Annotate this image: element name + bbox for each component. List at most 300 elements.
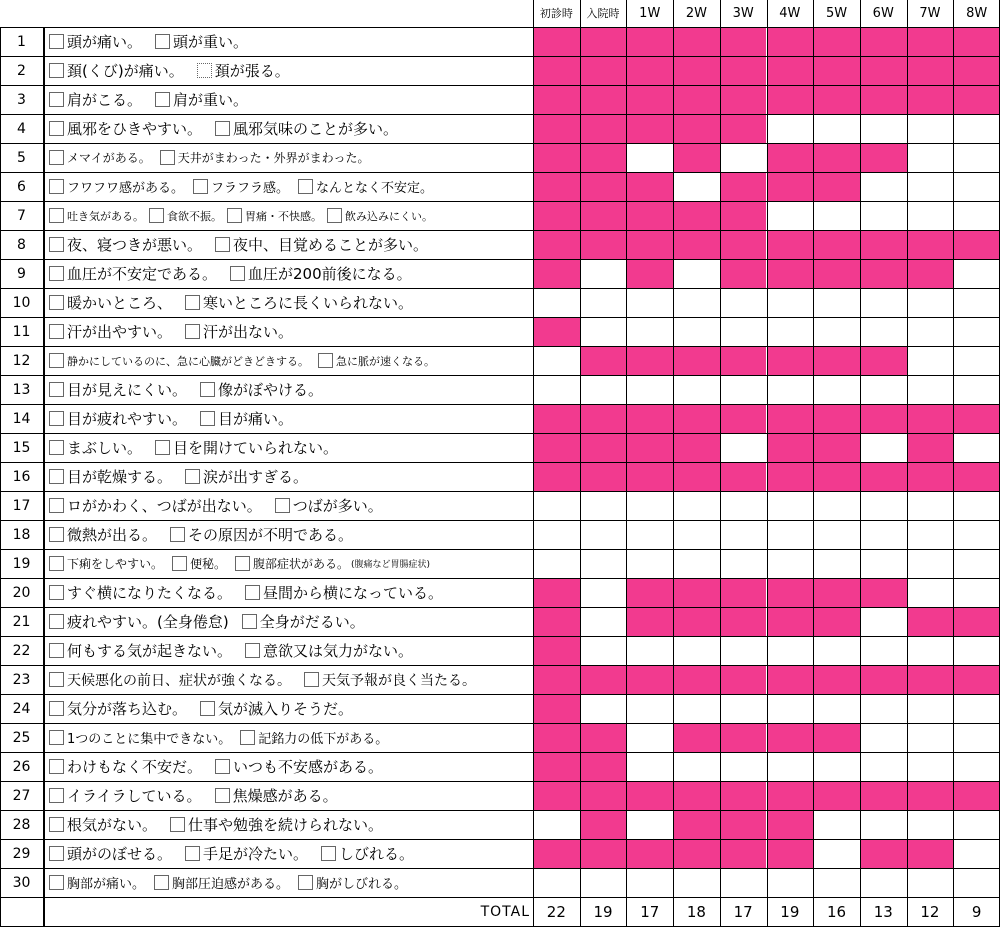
symptom-mark-cell	[580, 143, 627, 172]
symptom-option	[226, 208, 322, 224]
symptom-mark-cell	[626, 665, 673, 694]
symptom-checkbox[interactable]	[49, 382, 64, 397]
symptom-option	[320, 843, 414, 864]
symptom-option	[154, 31, 248, 52]
symptom-mark-cell	[813, 665, 860, 694]
symptom-mark-cell	[767, 665, 814, 694]
symptom-checkbox[interactable]	[49, 208, 64, 223]
symptom-checkbox[interactable]	[49, 817, 64, 832]
symptom-mark-cell	[720, 346, 767, 375]
symptom-checkbox[interactable]	[215, 759, 230, 774]
symptom-option	[234, 555, 349, 572]
symptom-checkbox[interactable]	[215, 237, 230, 252]
symptom-label: 記銘力の低下がある。	[258, 732, 389, 747]
symptom-mark-cell	[580, 433, 627, 462]
symptom-mark-cell	[813, 56, 860, 85]
grid-row-line	[0, 143, 1000, 144]
symptom-text-cell	[44, 810, 533, 839]
row-number: 26	[0, 752, 44, 781]
grid-column-line	[767, 0, 768, 926]
symptom-mark-cell	[813, 27, 860, 56]
column-header: 6W	[872, 5, 894, 21]
symptom-option	[48, 292, 172, 313]
symptom-mark-cell	[626, 433, 673, 462]
symptom-label: ロがかわく、つばが出ない。	[67, 497, 262, 515]
grid-row-line	[0, 288, 1000, 289]
symptom-checkbox[interactable]	[327, 208, 342, 223]
symptom-label: 1つのことに集中できない。	[67, 732, 232, 747]
symptom-mark-cell	[720, 85, 767, 114]
symptom-label: フワフワ感がある。	[67, 181, 185, 196]
symptom-mark-cell	[813, 404, 860, 433]
grid-row-line	[0, 346, 1000, 347]
grid-row-line	[0, 433, 1000, 434]
symptom-checkbox[interactable]	[155, 34, 170, 49]
symptom-mark-cell	[860, 230, 907, 259]
symptom-checkbox[interactable]	[298, 179, 313, 194]
column-header: 3W	[732, 5, 754, 21]
symptom-checkbox[interactable]	[49, 34, 64, 49]
symptom-checkbox[interactable]	[49, 324, 64, 339]
row-number: 10	[0, 288, 44, 317]
symptom-text-cell	[44, 317, 533, 346]
symptom-checkbox[interactable]	[49, 730, 64, 745]
symptom-label: つばが多い。	[292, 497, 383, 515]
symptom-label: まぶしい。	[67, 439, 143, 457]
total-value: 17	[640, 902, 660, 921]
symptom-label: 頚(くび)が痛い。	[67, 62, 184, 80]
symptom-checkbox[interactable]	[49, 237, 64, 252]
symptom-text-cell	[44, 781, 533, 810]
symptom-label: 気分が落ち込む。	[67, 700, 188, 718]
symptom-mark-cell	[533, 636, 580, 665]
grid-row-line	[0, 752, 1000, 753]
symptom-mark-cell	[626, 781, 673, 810]
symptom-mark-cell	[673, 27, 720, 56]
symptom-mark-cell	[533, 665, 580, 694]
symptom-mark-cell	[860, 346, 907, 375]
column-header: 入院時	[586, 7, 620, 20]
symptom-option	[244, 640, 413, 661]
symptom-checkbox[interactable]	[49, 469, 64, 484]
symptom-checkbox[interactable]	[155, 440, 170, 455]
symptom-text-cell	[44, 665, 533, 694]
symptom-mark-cell	[720, 781, 767, 810]
row-number: 21	[0, 607, 44, 636]
symptom-option	[154, 437, 338, 458]
symptom-mark-cell	[767, 781, 814, 810]
symptom-label: 肩がこる。	[67, 91, 143, 109]
symptom-option	[48, 555, 163, 572]
column-header: 8W	[966, 5, 988, 21]
symptom-checkbox[interactable]	[160, 150, 175, 165]
symptom-checkbox[interactable]	[49, 672, 64, 687]
symptom-mark-cell	[533, 462, 580, 491]
symptom-mark-cell	[673, 578, 720, 607]
symptom-label: 天候悪化の前日、症状が強くなる。	[67, 672, 291, 689]
row-number: 20	[0, 578, 44, 607]
symptom-option	[48, 873, 145, 892]
symptom-text-cell	[44, 839, 533, 868]
grid-column-line	[44, 27, 45, 926]
symptom-checkbox[interactable]	[170, 527, 185, 542]
symptom-checkbox[interactable]	[49, 63, 64, 78]
row-number: 11	[0, 317, 44, 346]
symptom-checkbox[interactable]	[154, 875, 169, 890]
row-number: 27	[0, 781, 44, 810]
grid-row-line	[0, 56, 1000, 57]
grid-row-line	[0, 462, 1000, 463]
symptom-checkbox[interactable]	[49, 411, 64, 426]
symptom-mark-cell	[860, 781, 907, 810]
symptom-checkbox[interactable]	[49, 295, 64, 310]
symptom-label: 胸部が痛い。	[67, 877, 146, 892]
symptom-mark-cell	[580, 781, 627, 810]
symptom-label: 昼間から横になっている。	[263, 584, 444, 602]
symptom-checkbox[interactable]	[149, 208, 164, 223]
grid-row-line	[0, 259, 1000, 260]
grid-row-line	[0, 491, 1000, 492]
symptom-label: 仕事や勉強を続けられない。	[188, 816, 384, 834]
column-header: 4W	[779, 5, 801, 21]
symptom-mark-cell	[767, 810, 814, 839]
total-value: 19	[780, 902, 800, 921]
symptom-checkbox[interactable]	[200, 382, 215, 397]
row-number: 7	[0, 201, 44, 230]
symptom-checkbox[interactable]	[245, 585, 260, 600]
grid-row-line	[0, 404, 1000, 405]
symptom-mark-cell	[907, 56, 954, 85]
symptom-mark-cell	[626, 201, 673, 230]
symptom-checkbox[interactable]	[193, 179, 208, 194]
grid-row-line	[0, 868, 1000, 869]
symptom-checkbox[interactable]	[49, 585, 64, 600]
symptom-text-cell	[44, 752, 533, 781]
symptom-mark-cell	[533, 172, 580, 201]
column-header: 5W	[825, 5, 848, 21]
symptom-checkbox[interactable]	[49, 788, 64, 803]
symptom-mark-cell	[673, 607, 720, 636]
symptom-checkbox[interactable]	[49, 556, 64, 571]
symptom-mark-cell	[860, 143, 907, 172]
symptom-label: 血圧が不安定である。	[67, 265, 218, 283]
symptom-checkbox[interactable]	[197, 63, 212, 78]
row-number: 14	[0, 404, 44, 433]
symptom-mark-cell	[673, 346, 720, 375]
row-number: 1	[0, 27, 44, 56]
symptom-mark-cell	[720, 578, 767, 607]
total-value: 9	[971, 902, 982, 921]
row-number: 13	[0, 375, 44, 404]
symptom-mark-cell	[673, 201, 720, 230]
symptom-label: イライラしている。	[67, 787, 202, 805]
total-value: 19	[593, 902, 613, 921]
symptom-checkbox[interactable]	[155, 92, 170, 107]
symptom-option	[48, 408, 187, 429]
grid-column-line	[720, 0, 721, 926]
total-value: 13	[873, 902, 893, 921]
symptom-checkbox[interactable]	[235, 556, 250, 571]
row-number: 5	[0, 143, 44, 172]
symptom-checkbox[interactable]	[49, 266, 64, 281]
symptom-option	[154, 89, 248, 110]
symptom-mark-cell	[767, 839, 814, 868]
symptom-checkbox[interactable]	[185, 469, 200, 484]
symptom-checkbox[interactable]	[200, 411, 215, 426]
row-number: 6	[0, 172, 44, 201]
symptom-label: 目が疲れやすい。	[67, 410, 188, 428]
symptom-label: 天気予報が良く当たる。	[322, 672, 476, 689]
symptom-checkbox[interactable]	[49, 614, 64, 629]
symptom-label: 暖かいところ、	[67, 294, 173, 312]
symptom-checkbox[interactable]	[275, 498, 290, 513]
symptom-mark-cell	[580, 810, 627, 839]
row-number: 9	[0, 259, 44, 288]
symptom-mark-cell	[813, 172, 860, 201]
symptom-label: 涙が出すぎる。	[203, 468, 309, 486]
symptom-checkbox[interactable]	[49, 759, 64, 774]
row-number: 12	[0, 346, 44, 375]
grid-column-line	[580, 0, 581, 926]
symptom-text-cell	[44, 694, 533, 723]
symptom-option	[184, 292, 413, 313]
symptom-mark-cell	[813, 723, 860, 752]
symptom-checkbox[interactable]	[304, 672, 319, 687]
symptom-label: すぐ横になりたくなる。	[67, 584, 233, 602]
symptom-mark-cell	[720, 810, 767, 839]
symptom-checkbox[interactable]	[245, 643, 260, 658]
grid-row-line	[0, 27, 1000, 28]
symptom-option	[303, 670, 476, 690]
symptom-mark-cell	[533, 781, 580, 810]
symptom-checkbox[interactable]	[49, 353, 64, 368]
symptom-mark-cell	[907, 607, 954, 636]
symptom-mark-cell	[953, 404, 1000, 433]
symptom-mark-cell	[626, 230, 673, 259]
symptom-mark-cell	[580, 56, 627, 85]
symptom-label: 目を開けていられない。	[173, 439, 339, 457]
symptom-checkbox[interactable]	[185, 846, 200, 861]
grid-column-line	[0, 27, 1, 926]
symptom-mark-cell	[953, 665, 1000, 694]
row-number: 22	[0, 636, 44, 665]
symptom-mark-cell	[580, 230, 627, 259]
symptom-checkbox[interactable]	[172, 556, 187, 571]
symptom-label: なんとなく不安定。	[316, 181, 434, 196]
symptom-mark-cell	[533, 85, 580, 114]
symptom-option	[48, 263, 217, 284]
symptom-mark-cell	[907, 259, 954, 288]
symptom-mark-cell	[860, 85, 907, 114]
row-number: 18	[0, 520, 44, 549]
symptom-label: 目が見えにくい。	[67, 381, 188, 399]
symptom-label: 意欲又は気力がない。	[263, 642, 414, 660]
symptom-checkbox[interactable]	[240, 730, 255, 745]
symptom-label: 吐き気がある。	[67, 209, 144, 223]
symptom-mark-cell	[860, 404, 907, 433]
symptom-label: 風邪気味のことが多い。	[233, 120, 399, 138]
symptom-mark-cell	[673, 404, 720, 433]
symptom-mark-cell	[813, 259, 860, 288]
grid-row-line	[0, 897, 1000, 898]
symptom-mark-cell	[580, 665, 627, 694]
symptom-checkbox[interactable]	[49, 701, 64, 716]
symptom-option	[297, 873, 407, 892]
symptom-mark-cell	[533, 27, 580, 56]
symptom-mark-cell	[580, 201, 627, 230]
symptom-mark-cell	[720, 607, 767, 636]
grid-row-line	[0, 85, 1000, 86]
symptom-mark-cell	[907, 404, 954, 433]
symptom-option	[48, 524, 157, 545]
column-header: 2W	[685, 5, 707, 21]
symptom-mark-cell	[580, 172, 627, 201]
symptom-text-cell	[44, 143, 533, 172]
symptom-label: 全身がだるい。	[259, 613, 365, 631]
symptom-mark-cell	[953, 607, 1000, 636]
symptom-label: 目が乾燥する。	[67, 468, 173, 486]
total-value: 18	[686, 902, 706, 921]
grid-column-line	[860, 0, 861, 926]
column-header: 1W	[639, 5, 661, 21]
symptom-mark-cell	[860, 665, 907, 694]
symptom-checkbox[interactable]	[321, 846, 336, 861]
grid-column-line	[953, 0, 954, 926]
symptom-mark-cell	[953, 462, 1000, 491]
symptom-checkbox[interactable]	[49, 92, 64, 107]
symptom-option	[169, 814, 383, 835]
symptom-mark-cell	[720, 172, 767, 201]
symptom-mark-cell	[720, 201, 767, 230]
symptom-note: (腹痛など胃腸症状)	[351, 560, 431, 570]
symptom-checkbox[interactable]	[170, 817, 185, 832]
symptom-label: 肩が重い。	[173, 91, 249, 109]
symptom-text-cell	[44, 607, 533, 636]
symptom-checkbox[interactable]	[49, 875, 64, 890]
symptom-option	[48, 379, 187, 400]
symptom-mark-cell	[767, 607, 814, 636]
symptom-option	[48, 582, 232, 603]
symptom-checkbox[interactable]	[200, 701, 215, 716]
symptom-mark-cell	[533, 114, 580, 143]
symptom-option	[48, 118, 202, 139]
symptom-label: 頭がのぼせる。	[67, 845, 173, 863]
symptom-mark-cell	[673, 114, 720, 143]
grid-row-line	[0, 201, 1000, 202]
row-number: 24	[0, 694, 44, 723]
symptom-option	[48, 640, 232, 661]
grid-row-line	[0, 839, 1000, 840]
symptom-mark-cell	[907, 839, 954, 868]
symptom-checkbox[interactable]	[298, 875, 313, 890]
symptom-text-cell	[44, 375, 533, 404]
row-number: 29	[0, 839, 44, 868]
symptom-mark-cell	[767, 259, 814, 288]
symptom-label: 胸がしびれる。	[316, 877, 408, 892]
grid-row-line	[0, 810, 1000, 811]
symptom-checkbox[interactable]	[49, 527, 64, 542]
symptom-text-cell	[44, 259, 533, 288]
total-value: 16	[826, 902, 847, 921]
symptom-option	[48, 495, 262, 516]
total-value: 22	[546, 902, 566, 921]
row-number: 28	[0, 810, 44, 839]
symptom-mark-cell	[533, 723, 580, 752]
symptom-checkbox[interactable]	[49, 121, 64, 136]
symptom-text-cell	[44, 868, 533, 897]
symptom-option	[48, 60, 184, 81]
symptom-label: 夜中、目覚めることが多い。	[233, 236, 429, 254]
grid-column-line	[533, 0, 534, 926]
symptom-checkbox[interactable]	[49, 179, 64, 194]
symptom-text-cell	[44, 288, 533, 317]
symptom-checkbox[interactable]	[49, 846, 64, 861]
symptom-option	[48, 785, 202, 806]
symptom-mark-cell	[673, 433, 720, 462]
symptom-mark-cell	[533, 752, 580, 781]
symptom-mark-cell	[767, 404, 814, 433]
symptom-mark-cell	[767, 346, 814, 375]
symptom-option	[317, 353, 435, 369]
symptom-label: 天井がまわった・外界がまわった。	[177, 151, 370, 165]
symptom-checkbox[interactable]	[49, 150, 64, 165]
symptom-checkbox[interactable]	[215, 788, 230, 803]
symptom-checkbox[interactable]	[318, 353, 333, 368]
grid-row-line	[0, 230, 1000, 231]
symptom-mark-cell	[767, 230, 814, 259]
symptom-text-cell	[44, 27, 533, 56]
symptom-mark-cell	[953, 56, 1000, 85]
symptom-mark-cell	[953, 781, 1000, 810]
symptom-option	[184, 321, 293, 342]
row-number: 19	[0, 549, 44, 578]
symptom-mark-cell	[580, 404, 627, 433]
symptom-mark-cell	[626, 259, 673, 288]
symptom-mark-cell	[720, 27, 767, 56]
symptom-mark-cell	[720, 259, 767, 288]
symptom-checkbox[interactable]	[49, 643, 64, 658]
grid-row-line	[0, 114, 1000, 115]
grid-row-line	[0, 578, 1000, 579]
grid-column-line	[813, 0, 814, 926]
symptom-checkbox[interactable]	[242, 614, 257, 629]
symptom-mark-cell	[626, 404, 673, 433]
grid-row-line	[0, 549, 1000, 550]
symptom-checkbox[interactable]	[185, 324, 200, 339]
symptom-checkbox[interactable]	[49, 498, 64, 513]
symptom-option	[48, 353, 309, 369]
symptom-option	[48, 670, 291, 690]
symptom-option	[48, 728, 231, 747]
grid-row-line	[0, 694, 1000, 695]
symptom-checkbox[interactable]	[49, 440, 64, 455]
symptom-option	[326, 208, 433, 224]
symptom-mark-cell	[767, 723, 814, 752]
symptom-option	[229, 263, 412, 284]
symptom-text-cell	[44, 636, 533, 665]
symptom-mark-cell	[813, 143, 860, 172]
symptom-checkbox[interactable]	[227, 208, 242, 223]
total-value: 17	[733, 902, 753, 921]
symptom-checkbox[interactable]	[230, 266, 245, 281]
symptom-mark-cell	[533, 259, 580, 288]
symptom-option	[274, 495, 383, 516]
symptom-checkbox[interactable]	[215, 121, 230, 136]
symptom-checkbox[interactable]	[185, 295, 200, 310]
symptom-label: 便秘。	[190, 557, 227, 571]
grid-bottom-line	[0, 926, 1000, 927]
symptom-mark-cell	[580, 85, 627, 114]
